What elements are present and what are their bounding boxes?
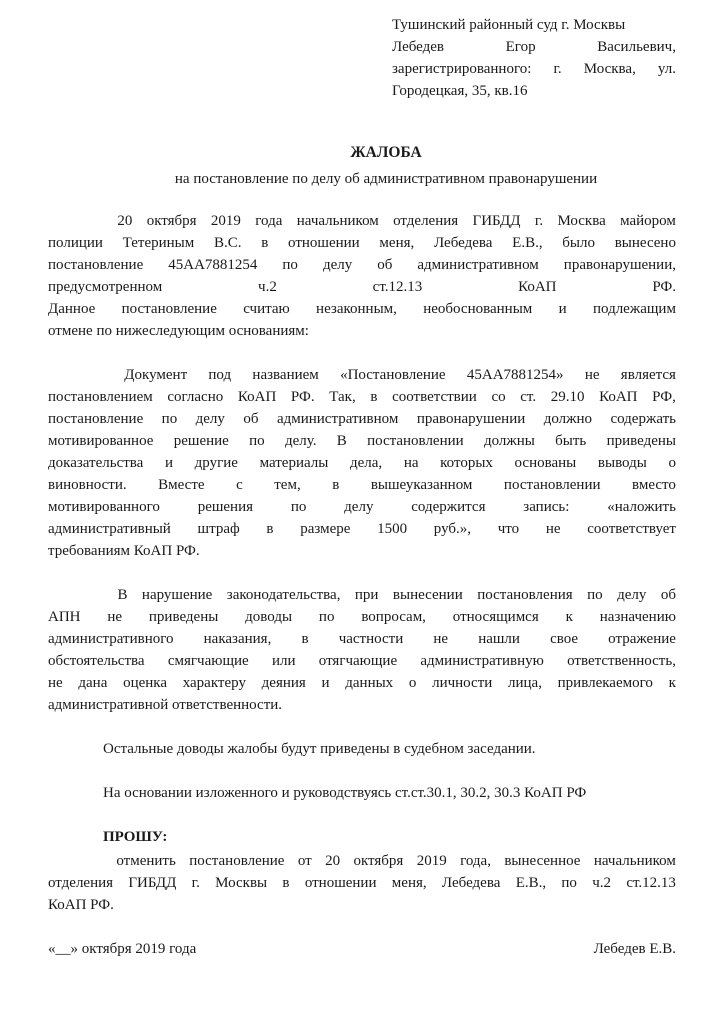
text-word: меня, — [379, 235, 415, 251]
text-word: начальником — [593, 853, 676, 869]
text-word: подлежащим — [592, 301, 676, 317]
text-word: мотивированное — [48, 433, 154, 449]
text-word: при — [354, 587, 379, 603]
text-word: к — [565, 609, 573, 625]
text-line — [48, 452, 676, 474]
title-block — [48, 142, 724, 190]
text-word: КоАП — [518, 279, 557, 295]
text-word: АПН — [48, 609, 81, 625]
text-word: считаю — [243, 301, 290, 317]
text-line — [48, 850, 676, 872]
text-word: октября — [146, 213, 197, 229]
text-word: отражение — [608, 631, 676, 647]
header-line-applicant-name — [392, 36, 676, 58]
text-word: постановление — [121, 301, 217, 317]
text-word: по — [561, 875, 577, 891]
first-line-indent — [48, 364, 103, 386]
text-word: быть — [555, 433, 587, 449]
text-line — [48, 628, 676, 650]
text-word: начальником — [296, 213, 379, 229]
text-word: обстоятельства — [48, 653, 145, 669]
text-word: отношении — [304, 875, 377, 891]
text-line — [48, 584, 676, 606]
text-word: и — [558, 301, 567, 317]
text-word: Так, — [329, 389, 356, 405]
text-word: или — [271, 653, 296, 669]
applicant-patronymic: Васильевич, — [597, 39, 676, 55]
text-word: об — [377, 257, 393, 273]
text-word: по — [161, 411, 178, 427]
text-word: необоснованным — [423, 301, 533, 317]
paragraph-1 — [48, 210, 676, 342]
text-word: доводы — [245, 609, 293, 625]
text-word: со — [491, 389, 506, 405]
text-word: предусмотренном — [48, 279, 163, 295]
text-word: отделения — [393, 213, 459, 229]
text-line — [48, 298, 676, 320]
text-word: отменить — [116, 853, 176, 869]
text-line — [48, 672, 676, 694]
text-word: не — [433, 631, 449, 647]
text-word: незаконным, — [316, 301, 397, 317]
paragraph-2 — [48, 364, 676, 562]
text-word: по — [587, 587, 603, 603]
text-word: 45АА7881254 — [168, 257, 258, 273]
text-line — [48, 738, 676, 760]
first-line-indent — [48, 210, 103, 232]
text-word: Лебедева — [433, 235, 493, 251]
text-word: в — [301, 631, 309, 647]
text-word: правонарушении — [416, 411, 526, 427]
text-word: «наложить — [607, 499, 676, 515]
signature-name: Лебедев Е.В. — [593, 941, 676, 957]
text-word: правонарушении, — [563, 257, 676, 273]
text-word: ГИБДД — [128, 875, 177, 891]
text-word: 20 — [117, 213, 133, 229]
text-word: приведены — [148, 609, 219, 625]
text-word: приведены — [606, 433, 676, 449]
text-word: В — [336, 433, 347, 449]
first-line-indent — [48, 738, 103, 760]
text-word: ч.2 — [592, 875, 612, 891]
text-word: в — [266, 521, 274, 537]
text-line — [48, 606, 676, 628]
text-line — [48, 872, 676, 894]
first-line-indent — [48, 782, 103, 804]
text-line — [48, 694, 676, 716]
header-line-registered-address-1 — [392, 58, 676, 80]
text-word: Остальные доводы жалобы будут приведены в судебном заседании. — [103, 741, 536, 757]
text-word: с — [236, 477, 243, 493]
text-word: РФ. — [652, 279, 676, 295]
text-line — [48, 650, 676, 672]
text-word: административном — [417, 257, 539, 273]
text-word: КоАП — [599, 389, 638, 405]
text-line — [48, 232, 676, 254]
text-word: лица, — [508, 675, 542, 691]
text-word: ответственность, — [567, 653, 676, 669]
text-word: виновности. — [48, 477, 127, 493]
text-word: относящимся — [452, 609, 539, 625]
text-word: вместо — [632, 477, 676, 493]
text-word: Вместе — [158, 477, 205, 493]
text-word: которых — [440, 455, 493, 471]
text-word: нарушение — [141, 587, 213, 603]
text-word: под — [208, 367, 232, 383]
first-line-indent — [48, 850, 103, 872]
text-word: нашли — [478, 631, 520, 647]
text-word: выводы — [597, 455, 647, 471]
paragraph-6-request-body — [48, 850, 676, 916]
text-word: вынесении — [392, 587, 463, 603]
text-word: характеру — [182, 675, 246, 691]
text-word: постановлении — [503, 477, 601, 493]
text-word: должно — [543, 411, 593, 427]
text-word: ст.12.13 — [372, 279, 423, 295]
text-word: ст. — [520, 389, 537, 405]
text-word: постановление — [189, 853, 285, 869]
text-word: постановление — [48, 257, 144, 273]
text-word: не — [545, 521, 561, 537]
text-word: делу. — [284, 433, 317, 449]
text-word: решения — [197, 499, 254, 515]
text-word: другие — [194, 455, 238, 471]
addressee-header — [392, 14, 676, 102]
text-word: административной ответственности. — [48, 697, 283, 713]
header-line-registered-address-2: Городецкая, 35, кв.16 — [392, 83, 528, 99]
text-word: данных — [345, 675, 394, 691]
text-word: КоАП РФ. — [48, 897, 114, 913]
text-word: дана — [78, 675, 108, 691]
text-word: 45АА7881254» — [466, 367, 564, 383]
text-word: в — [282, 875, 290, 891]
text-word: г. — [191, 875, 200, 891]
text-word: ст.12.13 — [626, 875, 676, 891]
text-word: майором — [620, 213, 676, 229]
text-word: дела, — [349, 455, 383, 471]
text-line — [48, 496, 676, 518]
text-word: г. — [534, 213, 544, 229]
text-word: Москва — [557, 213, 606, 229]
text-word: названием — [252, 367, 319, 383]
text-word: года — [255, 213, 283, 229]
text-word: не — [584, 367, 600, 383]
text-word: 29.10 — [550, 389, 585, 405]
text-word: В — [117, 587, 128, 603]
text-word: решение — [173, 433, 229, 449]
text-word: личности — [432, 675, 493, 691]
text-line — [48, 518, 676, 540]
text-word: штраф — [197, 521, 240, 537]
text-word: делу — [322, 257, 353, 273]
text-word: отмене по нижеследующим основаниям: — [48, 323, 309, 339]
header-line-court: Тушинский районный суд г. Москвы — [392, 17, 626, 33]
text-word: Е.В., — [512, 235, 543, 251]
text-word: постановления — [477, 587, 573, 603]
text-word: Данное — [48, 301, 96, 317]
text-word: и — [164, 455, 174, 471]
text-word: по — [318, 609, 335, 625]
text-word: частности — [338, 631, 404, 647]
text-word: делу — [195, 411, 225, 427]
text-word: делу — [617, 587, 647, 603]
text-word: руб.», — [433, 521, 472, 537]
text-word: ГИБДД — [472, 213, 521, 229]
text-word: деяния — [261, 675, 306, 691]
text-word: согласно — [167, 389, 224, 405]
signature-date: «__» октября 2019 года — [48, 941, 197, 957]
text-word: В.С. — [213, 235, 242, 251]
text-word: по — [290, 499, 307, 515]
text-line — [48, 540, 676, 562]
text-line — [48, 364, 676, 386]
paragraph-5 — [48, 782, 676, 804]
text-word: по — [249, 433, 265, 449]
text-word: что — [497, 521, 520, 537]
text-word: основаны — [514, 455, 577, 471]
text-word: вынесено — [614, 235, 676, 251]
text-word: наказания, — [203, 631, 272, 647]
text-word: административную — [420, 653, 544, 669]
text-word: делу — [344, 499, 374, 515]
text-word: об — [243, 411, 259, 427]
text-line — [48, 320, 676, 342]
text-word: 1500 — [377, 521, 408, 537]
text-word: содержать — [610, 411, 676, 427]
text-word: вопросам, — [361, 609, 426, 625]
address-street-abbr: ул. — [657, 61, 676, 77]
text-word: года, — [460, 853, 491, 869]
document-body — [48, 210, 676, 916]
text-line — [48, 210, 676, 232]
text-word: об — [660, 587, 676, 603]
text-line — [48, 474, 676, 496]
text-word: 2019 — [210, 213, 241, 229]
text-word: запись: — [523, 499, 570, 515]
text-word: мотивированного — [48, 499, 160, 515]
text-word: 2019 — [416, 853, 447, 869]
text-word: постановление — [48, 411, 144, 427]
text-word: требованиям КоАП РФ. — [48, 543, 200, 559]
text-word: постановлением — [48, 389, 153, 405]
text-word: смягчающие — [167, 653, 249, 669]
page-title: ЖАЛОБА — [350, 144, 422, 161]
text-word: к — [668, 675, 676, 691]
applicant-surname: Лебедев — [392, 39, 444, 55]
text-line — [48, 386, 676, 408]
text-word: отягчающие — [318, 653, 398, 669]
text-word: административного — [48, 631, 174, 647]
text-word: полиции — [48, 235, 103, 251]
text-word: было — [562, 235, 595, 251]
text-word: На основании изложенного и руководствуясь ст.ст.30.1, 30.2, 30.3 КоАП РФ — [103, 785, 587, 801]
text-line — [48, 276, 676, 298]
text-line — [48, 408, 676, 430]
text-word: тем, — [274, 477, 301, 493]
text-word: содержится — [411, 499, 486, 515]
first-line-indent — [48, 584, 103, 606]
address-city: Москва, — [583, 61, 636, 77]
text-word: в — [261, 235, 269, 251]
text-word: КоАП — [237, 389, 277, 405]
text-word: «Постановление — [340, 367, 446, 383]
text-word: оценка — [123, 675, 168, 691]
text-word: привлекаемого — [557, 675, 653, 691]
text-word: и — [321, 675, 330, 691]
text-word: на — [403, 455, 419, 471]
text-word: материалы — [259, 455, 329, 471]
text-word: 20 — [325, 853, 341, 869]
text-line — [48, 894, 676, 916]
text-word: свое — [550, 631, 579, 647]
paragraph-4 — [48, 738, 676, 760]
text-word: административный — [48, 521, 171, 537]
text-word: должны — [483, 433, 535, 449]
text-word: назначению — [599, 609, 676, 625]
page-subtitle: на постановление по делу об административном правонарушении — [174, 171, 598, 187]
request-heading: ПРОШУ: — [103, 829, 168, 845]
applicant-firstname: Егор — [505, 39, 536, 55]
text-word: доказательства — [48, 455, 144, 471]
text-word: о — [668, 455, 676, 471]
text-word: в — [370, 389, 378, 405]
text-word: не — [48, 675, 63, 691]
text-word: вынесенное — [504, 853, 581, 869]
paragraph-3 — [48, 584, 676, 716]
text-word: октября — [353, 853, 404, 869]
text-line — [48, 782, 676, 804]
text-word: Лебедева — [441, 875, 501, 891]
text-word: отношении — [288, 235, 360, 251]
text-word: по — [282, 257, 298, 273]
text-word: Тетериным — [122, 235, 195, 251]
text-word: Документ — [124, 367, 188, 383]
address-city-abbr: г. — [553, 61, 562, 77]
signature-row — [48, 938, 676, 960]
text-word: ч.2 — [258, 279, 277, 295]
text-word: законодательства, — [226, 587, 341, 603]
text-word: не — [107, 609, 123, 625]
text-word: РФ. — [290, 389, 315, 405]
text-word: в — [332, 477, 340, 493]
text-word: Е.В., — [515, 875, 547, 891]
text-word: вышеуказанном — [370, 477, 473, 493]
text-word: меня, — [391, 875, 427, 891]
text-word: соответствует — [587, 521, 676, 537]
text-line — [48, 430, 676, 452]
text-word: от — [297, 853, 312, 869]
text-word: о — [408, 675, 417, 691]
text-word: постановлении — [367, 433, 464, 449]
text-word: соответствии — [392, 389, 477, 405]
registered-label: зарегистрированного: — [392, 61, 532, 77]
text-word: размере — [300, 521, 351, 537]
text-word: является — [620, 367, 676, 383]
text-word: РФ, — [652, 389, 676, 405]
text-word: Москвы — [215, 875, 268, 891]
text-line — [48, 254, 676, 276]
text-word: отделения — [48, 875, 114, 891]
text-word: административном — [276, 411, 399, 427]
